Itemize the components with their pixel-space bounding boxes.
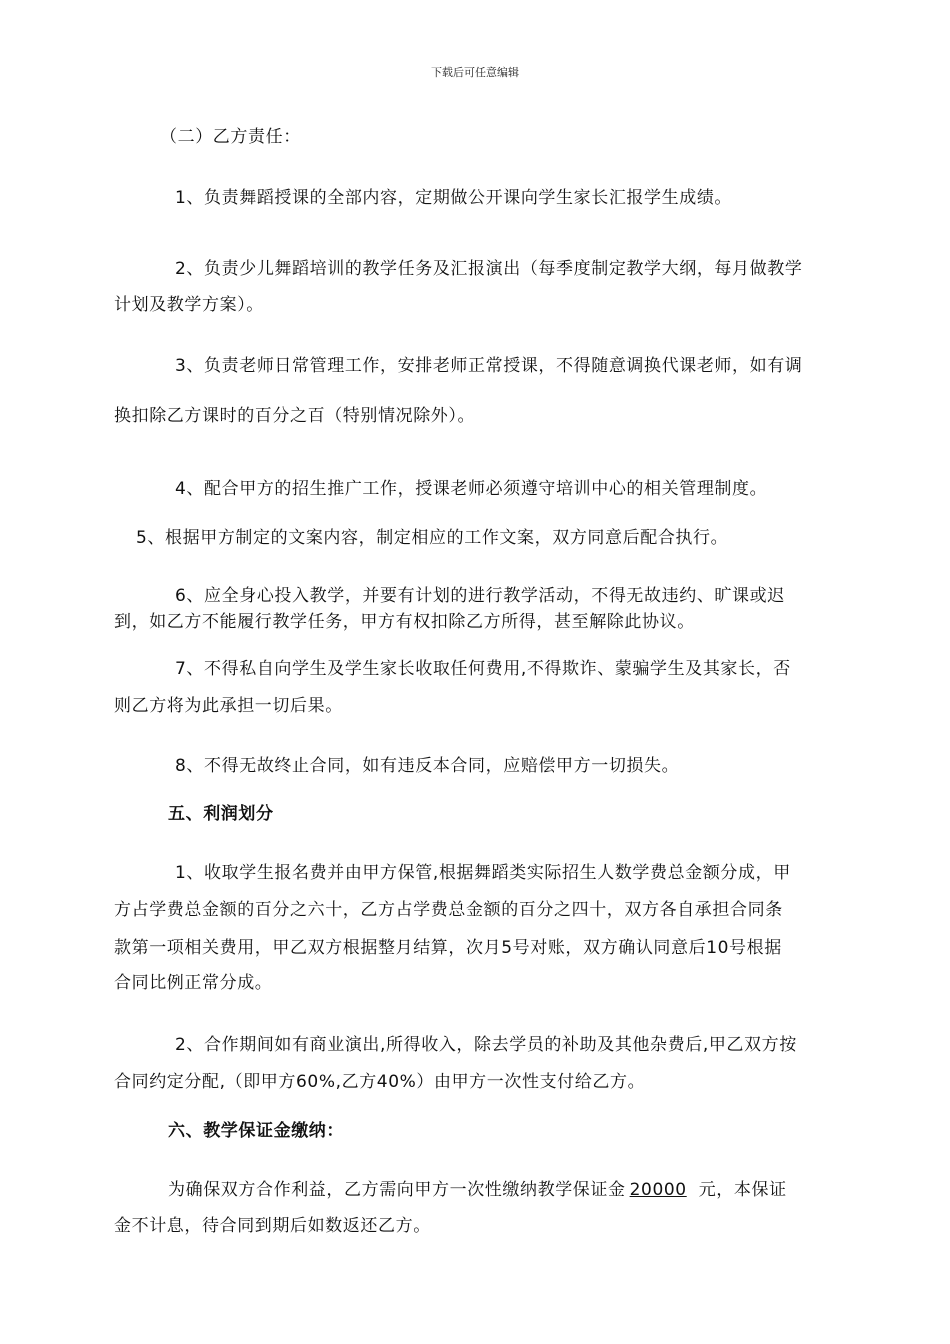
duty-item-8: 8、不得无故终止合同，如有违反本合同，应赔偿甲方一切损失。	[175, 756, 680, 776]
duty-item-6-line-1: 6、应全身心投入教学，并要有计划的进行教学活动，不得无故违约、旷课或迟	[175, 586, 785, 606]
section-heading-profit-split: 五、利润划分	[168, 804, 274, 824]
duty-item-2-line-1: 2、负责少儿舞蹈培训的教学任务及汇报演出（每季度制定教学大纲，每月做教学	[175, 259, 803, 279]
duty-item-5: 5、根据甲方制定的文案内容，制定相应的工作文案，双方同意后配合执行。	[136, 528, 729, 548]
duty-item-1: 1、负责舞蹈授课的全部内容，定期做公开课向学生家长汇报学生成绩。	[175, 188, 733, 208]
profit-clause-1-line-3: 款第一项相关费用，甲乙双方根据整月结算，次月5号对账，双方确认同意后10号根据	[114, 938, 782, 958]
deposit-clause-line-2: 金不计息，待合同到期后如数返还乙方。	[114, 1216, 431, 1236]
profit-clause-1-line-4: 合同比例正常分成。	[114, 973, 273, 993]
deposit-amount: 20000	[629, 1180, 687, 1200]
duty-item-6-line-2: 到，如乙方不能履行教学任务，甲方有权扣除乙方所得，甚至解除此协议。	[114, 612, 695, 632]
duty-item-4: 4、配合甲方的招生推广工作，授课老师必须遵守培训中心的相关管理制度。	[175, 479, 768, 499]
deposit-clause-text-after: 元，本保证	[698, 1180, 787, 1200]
section-heading-deposit: 六、教学保证金缴纳：	[168, 1121, 344, 1141]
profit-clause-1-line-1: 1、收取学生报名费并由甲方保管,根据舞蹈类实际招生人数学费总金额分成，甲	[175, 863, 791, 883]
page-header-note: 下载后可任意编辑	[431, 66, 519, 79]
deposit-clause-line-1	[168, 1173, 787, 1207]
profit-clause-1-line-2: 方占学费总金额的百分之六十，乙方占学费总金额的百分之四十，双方各自承担合同条	[114, 900, 783, 920]
profit-clause-2-line-2: 合同约定分配,（即甲方60%,乙方40%）由甲方一次性支付给乙方。	[114, 1072, 646, 1092]
duty-item-2-line-2: 计划及教学方案）。	[114, 295, 264, 315]
duty-item-3-line-1: 3、负责老师日常管理工作，安排老师正常授课，不得随意调换代课老师，如有调	[175, 356, 803, 376]
profit-clause-2-line-1: 2、合作期间如有商业演出,所得收入，除去学员的补助及其他杂费后,甲乙双方按	[175, 1035, 797, 1055]
duty-item-3-line-2: 换扣除乙方课时的百分之百（特别情况除外）。	[114, 406, 476, 426]
duty-item-7-line-2: 则乙方将为此承担一切后果。	[114, 696, 343, 716]
deposit-clause-text-before: 为确保双方合作利益，乙方需向甲方一次性缴纳教学保证金	[168, 1180, 626, 1200]
section-heading-party-b-duties: （二）乙方责任：	[160, 127, 301, 147]
duty-item-7-line-1: 7、不得私自向学生及学生家长收取任何费用,不得欺诈、蒙骗学生及其家长，否	[175, 659, 791, 679]
